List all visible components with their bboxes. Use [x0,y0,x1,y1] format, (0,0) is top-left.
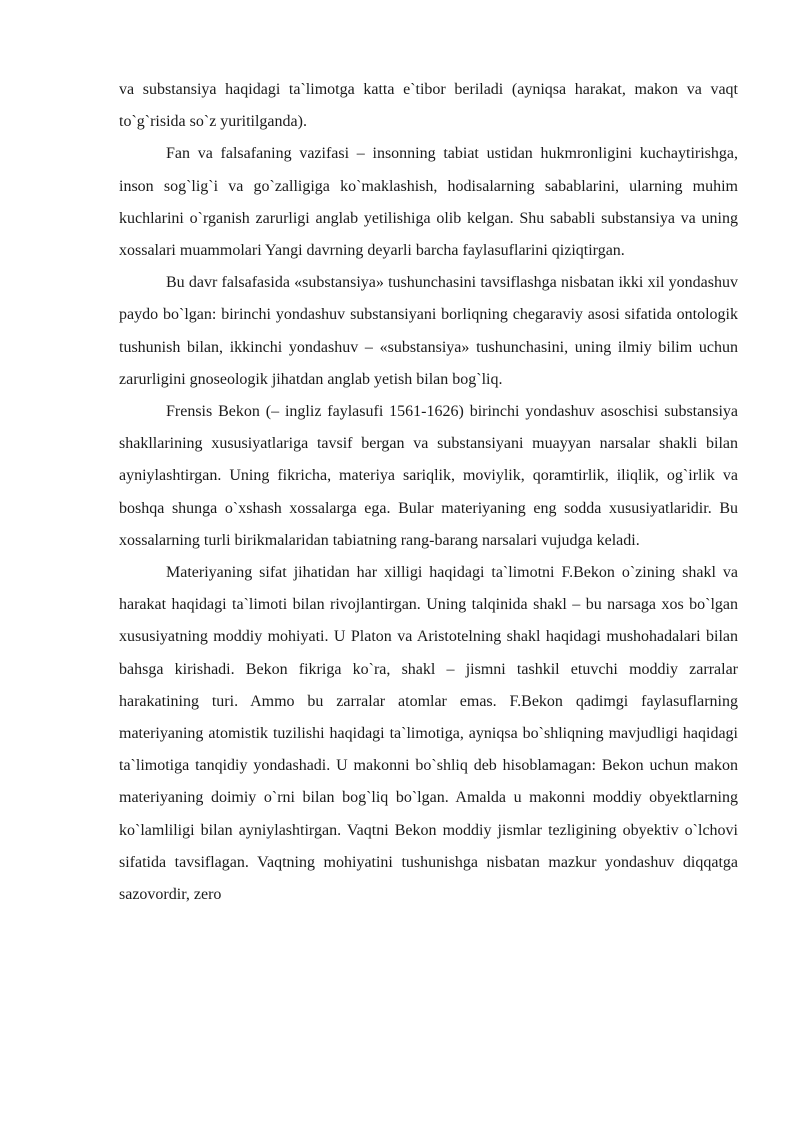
paragraph-continuation: va substansiya haqidagi ta`limotga katta e`tibor beriladi (ayniqsa harakat, makon va vaqt to`g`risida so`z yuritilganda). [119,81,738,131]
document-page [119,74,738,911]
paragraph-science-and-philosophy: Fan va falsafaning vazifasi – insonning tabiat ustidan hukmronligini kuchaytirishga, inson sog`lig`i va go`zalligiga ko`maklashish, hodisalarning sabablarini, ularning muhim kuchlarini o`rganish zarurligi anglab yetilishiga olib kelgan. Shu sababli substansiya va uning xossalari muammolari Yangi davrning deyarli barcha faylasuflarini qiziqtirgan. [119,145,738,260]
paragraph-francis-bacon: Frensis Bekon (– ingliz faylasufi 1561-1626) birinchi yondashuv asoschisi substansiya shakllarining xususiyatlariga tavsif bergan va substansiyani muayyan narsalar shakli bilan ayniylashtirgan. Uning fikricha, materiya sariqlik, moviylik, qoramtirlik, iliqlik, og`irlik va boshqa shunga o`xshash xossalarga ega. Bular materiyaning eng sodda xususiyatlaridir. Bu xossalarning turli birikmalaridan tabiatning rang-barang narsalari vujudga keladi. [119,403,738,549]
paragraph-two-approaches: Bu davr falsafasida «substansiya» tushunchasini tavsiflashga nisbatan ikki xil yondashuv paydo bo`lgan: birinchi yondashuv substansiyani borliqning chegaraviy asosi sifatida ontologik tushunish bilan, ikkinchi yondashuv – «substansiya» tushunchasini, uning ilmiy bilim uchun zarurligini gnoseologik jihatdan anglab yetish bilan bog`liq. [119,274,738,388]
paragraph-quality-of-matter: Materiyaning sifat jihatidan har xilligi haqidagi ta`limotni F.Bekon o`zining shakl va harakat haqidagi ta`limoti bilan rivojlantirgan. Uning talqinida shakl – bu narsaga xos bo`lgan xususiyatning moddiy mohiyati. U Platon va Aristotelning shakl haqidagi mushohadalari bilan bahsga kirishadi. Bekon fikriga ko`ra, shakl – jismni tashkil etuvchi moddiy zarralar harakatining turi. Ammo bu zarralar atomlar emas. F.Bekon qadimgi faylasuflarning materiyaning atomistik tuzilishi haqidagi ta`limotiga, ayniqsa bo`shliqning mavjudligi haqidagi ta`limotiga tanqidiy yondashadi. U makonni bo`shliq deb hisoblamagan: Bekon uchun makon materiyaning doimiy o`rni bilan bog`liq bo`lgan. Amalda u makonni moddiy obyektlarning ko`lamliligi bilan ayniylashtirgan. Vaqtni Bekon moddiy jismlar tezligining obyektiv o`lchovi sifatida tavsiflagan. Vaqtning mohiyatini tushunishga nisbatan mazkur yondashuv diqqatga sazovordir, zero [119,564,738,904]
